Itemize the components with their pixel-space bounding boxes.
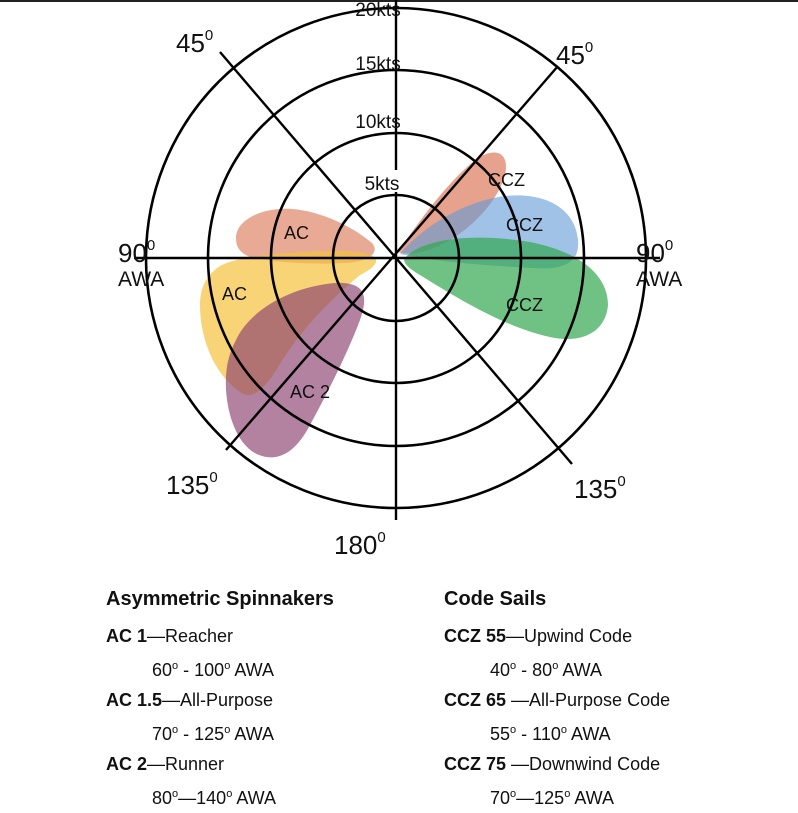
legend-spinnakers <box>106 588 334 813</box>
entry-desc: —Upwind Code <box>506 626 633 646</box>
legend-entry-ac1 <box>106 621 334 685</box>
entry-range: 70$^o$ - 125$^o$ AWA <box>152 724 275 744</box>
entry-range: 55$^o$ - 110$^o$ AWA <box>490 724 611 744</box>
angle-label-bottom: $180^0$ <box>334 529 386 560</box>
ring-label-10kts: 10kts <box>355 112 401 133</box>
zone-label-ccz-upwind: CCZ <box>488 170 525 190</box>
entry-desc: —Runner <box>147 754 225 774</box>
zone-ccz-downwind <box>404 238 608 339</box>
entry-code: CCZ 65 <box>444 690 512 710</box>
entry-desc: —All-Purpose <box>162 690 274 710</box>
awa-label-right: AWA <box>636 268 683 291</box>
ring-labels <box>355 0 416 195</box>
entry-range: 40$^o$ - 80$^o$ AWA <box>490 660 602 680</box>
legend-entry-ccz65 <box>444 685 670 749</box>
entry-code: CCZ 55 <box>444 626 507 646</box>
sail-zones <box>200 153 608 458</box>
angle-label-top-left: $45^0$ <box>176 27 214 58</box>
entry-desc: —Downwind Code <box>511 754 661 774</box>
legend-title-spinnakers: Asymmetric Spinnakers <box>106 588 334 610</box>
ring-label-15kts: 15kts <box>355 54 401 75</box>
entry-code: CCZ 75 <box>444 754 512 774</box>
ring-label-5kts: 5kts <box>364 174 400 195</box>
zone-label-ccz-downwind: CCZ <box>506 295 543 315</box>
entry-code: AC 1.5 <box>106 690 163 710</box>
legend-code-sails <box>444 588 670 813</box>
legend-entry-ccz55 <box>444 621 670 685</box>
entry-desc: —Reacher <box>147 626 234 646</box>
angle-label-bottom-right: $135^0$ <box>574 473 626 504</box>
angle-axes <box>134 0 660 520</box>
entry-range: 70$^o$—125$^o$ AWA <box>490 788 615 808</box>
entry-range: 80$^o$—140$^o$ AWA <box>152 788 277 808</box>
legend-entry-ccz75 <box>444 749 670 813</box>
legend-title-code-sails: Code Sails <box>444 588 547 610</box>
zone-label-ac-2: AC 2 <box>290 382 331 402</box>
angle-label-right: $90^0$ <box>636 237 674 268</box>
angle-label-left: $90^0$ <box>118 237 156 268</box>
legend-entry-ac2 <box>106 749 334 813</box>
angle-label-bottom-left: $135^0$ <box>166 469 218 500</box>
entry-code: AC 2 <box>106 754 148 774</box>
zone-label-ac-reacher: AC <box>284 223 310 243</box>
angle-label-top-right: $45^0$ <box>556 39 594 70</box>
zone-label-ccz-all-purpose: CCZ <box>506 215 543 235</box>
entry-range: 60$^o$ - 100$^o$ AWA <box>152 660 275 680</box>
awa-label-left: AWA <box>118 268 165 291</box>
legend-entry-ac15 <box>106 685 334 749</box>
zone-label-ac-all-purpose: AC <box>222 284 248 304</box>
entry-code: AC 1 <box>106 626 148 646</box>
ring-label-20kts: 20kts <box>355 0 401 21</box>
entry-desc: —All-Purpose Code <box>511 690 671 710</box>
